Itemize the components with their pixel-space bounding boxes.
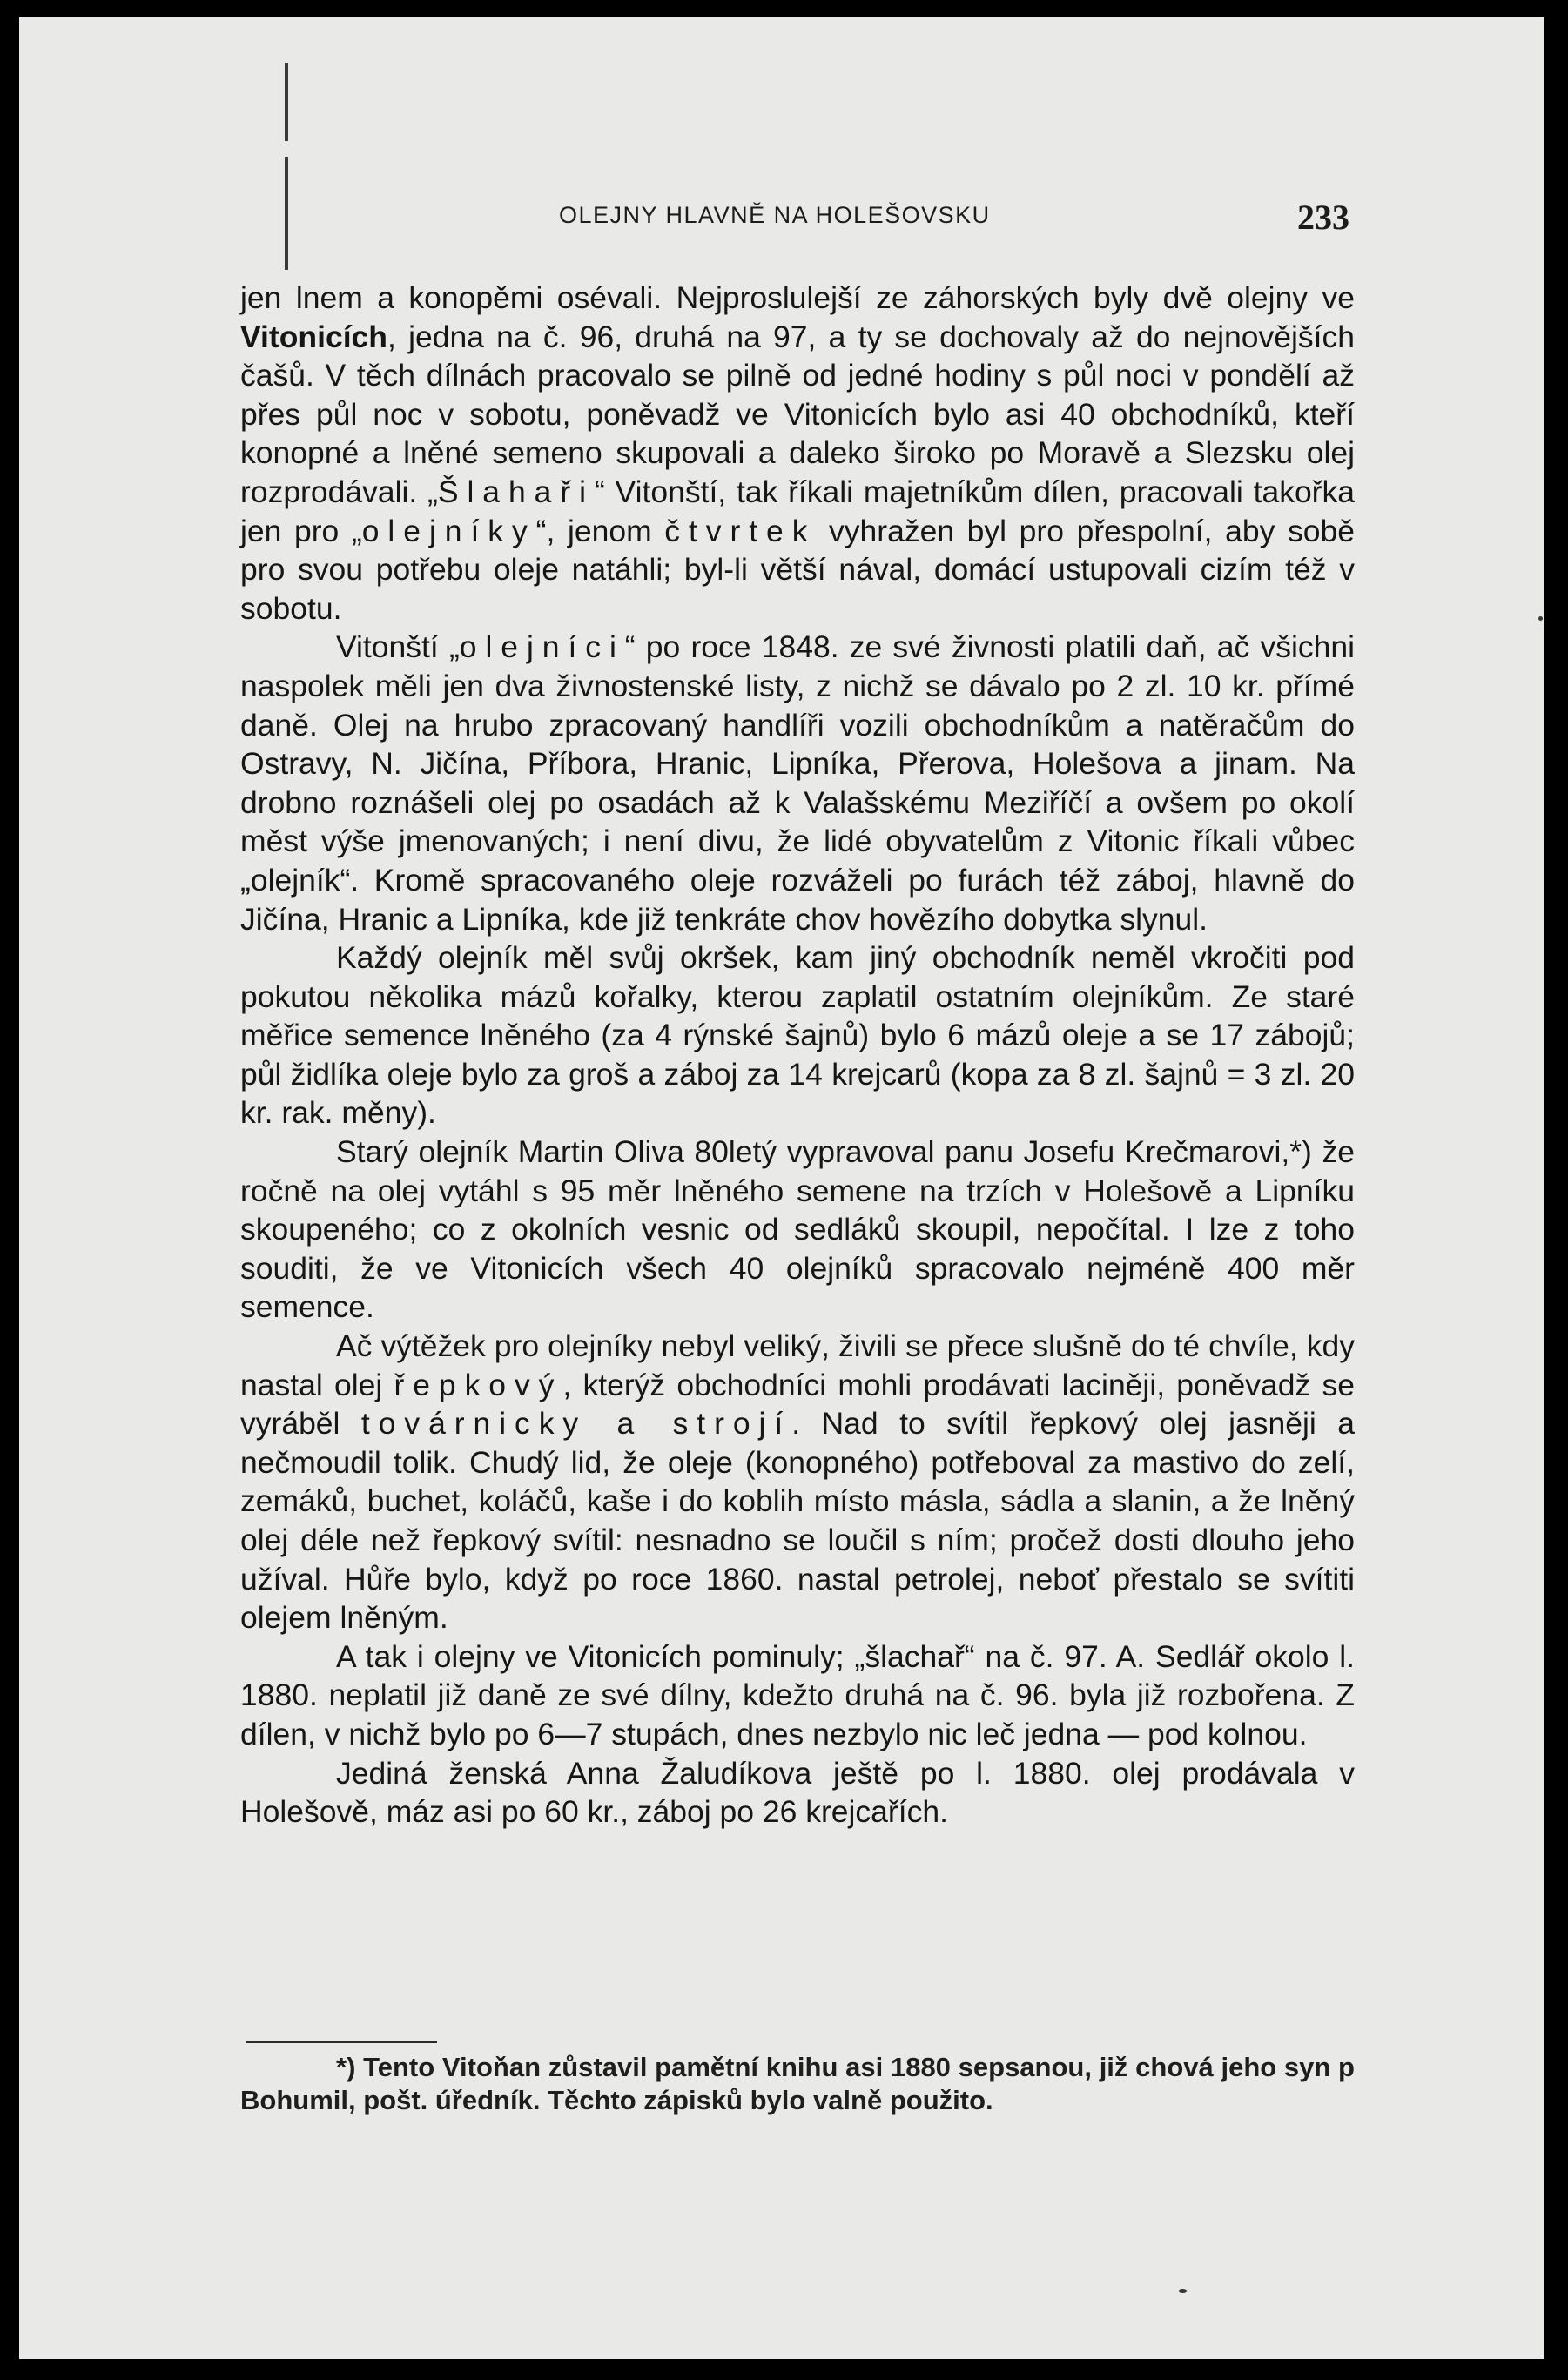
text-run: , kterýž obchodníci mohli prodávati laciněji, poněvadž se vyráběl (240, 1367, 1355, 1442)
page-number: 233 (1297, 198, 1349, 237)
spaced-emphasis: olejníky (361, 513, 536, 548)
text-run: Jediná ženská Anna Žaludíkova ještě po l. 1880. olej prodávala v Holešově, máz asi po 60 kr., záboj po 26 krejcařích. (240, 1755, 1355, 1830)
print-speck (1179, 2289, 1187, 2293)
text-run: jen lnem a konopěmi osévali. Nejproslulejší ze záhorských byly dvě olejny ve (240, 280, 1355, 315)
text-run: “ po roce 1848. ze své živnosti platili daň, ač všichni naspolek měli jen dva živnostenské listy, z nichž se dávalo po 2 zl. 10 kr. přímé daně. Olej na hrubo zpracovaný handlíři vozili obchodníkům a natěračům do Ostravy, N. Jičína, Příbora, Hranic, Lipníka, Přerova, Holešova a jinam. Na drobno roznášeli olej po osadách až k Valašskému Meziříčí a ovšem po okolí měst výše jmenovaných; i není divu, že lidé obyvatelům z Vitonic říkali vůbec „olejník“. Kromě spracovaného oleje rozváželi po furách též záboj, hlavně do Jičína, Hranic a Lipníka, kde již tenkráte chov hovězího dobytka slynul. (240, 629, 1355, 937)
page-header (19, 192, 1544, 244)
text-run: vyhražen byl pro přespolní, aby sobě pro svou potřebu oleje natáhli; byl-li větší nával, domácí ustupovali cizím též v sobotu. (240, 513, 1355, 626)
running-head: OLEJNY HLAVNĚ NA HOLEŠOVSKU (559, 202, 991, 228)
paragraph-p6 (240, 1637, 1355, 1754)
bold-place-name: Vitonicích (240, 319, 387, 354)
paragraph-p5 (240, 1327, 1355, 1637)
text-run: Starý olejník Martin Oliva 80letý vypravoval panu Josefu Krečmarovi,*) že ročně na olej vytáhl s 95 měr lněného semene na trzích v Holešově a Lipníku skoupeného; co z okolních vesnic od sedláků skoupil, nepočítal. I lze z toho souditi, že ve Vitonicích všech 40 olejníků spracovalo nejméně 400 měr semence. (240, 1134, 1355, 1325)
text-run: Každý olejník měl svůj okršek, kam jiný obchodník neměl vkročiti pod pokutou několika mázů kořalky, kterou zaplatil ostatním olejníkům. Ze staré měřice semence lněného (za 4 rýnské šajnů) bylo 6 mázů oleje a se 17 zábojů; půl židlíka oleje bylo za groš a záboj za 14 krejcarů (kopa za 8 zl. šajnů = 3 zl. 20 kr. rak. měny). (240, 940, 1355, 1131)
spaced-emphasis: čtvrtek (664, 513, 817, 548)
paragraph-p7 (240, 1754, 1355, 1832)
text-run: “, jenom (535, 513, 665, 548)
book-page (19, 17, 1544, 2359)
spaced-emphasis: Šlahaři (437, 474, 595, 509)
text-run: Ač výtěžek pro olejníky nebyl veliký, živili se přece slušně do té chvíle, kdy nastal olej (240, 1328, 1355, 1402)
footnote-text: *) Tento Vitoňan zůstavil pamětní knihu asi 1880 sepsanou, již chová jeho syn p Bohumil, pošt. úředník. Těchto zápisků bylo valně použito. (240, 2052, 1355, 2115)
text-run: Vitonští „ (336, 629, 460, 665)
body-text (240, 279, 1355, 1832)
print-speck (1538, 616, 1543, 621)
paragraph-p2 (240, 628, 1355, 938)
text-run: . Nad to svítil řepkový olej jasněji a nečmoudil tolik. Chudý lid, že oleje (konopného) potřeboval za mastivo do zelí, zemáků, buchet, koláčů, kaše i do koblih místo másla, sádla a slanin, a že lněný olej déle než řepkový svítil: nesnadno se loučil s ním; pročež dosti dlouho jeho užíval. Hůře bylo, když po roce 1860. nastal petrolej, neboť přestalo se svítiti olejem lněným. (240, 1406, 1355, 1636)
paragraph-p3 (240, 938, 1355, 1133)
paragraph-p4 (240, 1133, 1355, 1327)
spaced-emphasis: olejníci (459, 629, 625, 665)
footnote (240, 2051, 1355, 2117)
paragraph-p1 (240, 279, 1355, 628)
text-run: “ Vitonští, tak říkali majetníkům dílen, pracovali takořka jen pro „ (240, 474, 1355, 548)
text-run: , jedna na č. 96, druhá na 97, a ty se dochovaly až do nejnovějších čašů. V těch dílnách pracovalo se pilně od jedné hodiny s půl noci v pondělí až přes půl noc v sobotu, poněvadž ve Vitonicích bylo asi 40 obchodníků, kteří konopné a lněné semeno skupovali a daleko široko po Moravě a Slezsku olej rozprodávali. „ (240, 319, 1355, 509)
spaced-emphasis: továrnicky a strojí (360, 1406, 792, 1442)
spaced-emphasis: řepkový (394, 1367, 563, 1402)
footnote-rule (246, 2041, 437, 2043)
text-run: A tak i olejny ve Vitonicích pominuly; „šlachař“ na č. 97. A. Sedlář okolo l. 1880. neplatil již daně ze své dílny, kdežto druhá na č. 96. byla již rozbořena. Z dílen, v nichž bylo po 6—7 stupách, dnes nezbylo nic leč jedna — pod kolnou. (240, 1638, 1355, 1751)
gutter-mark (285, 63, 288, 141)
